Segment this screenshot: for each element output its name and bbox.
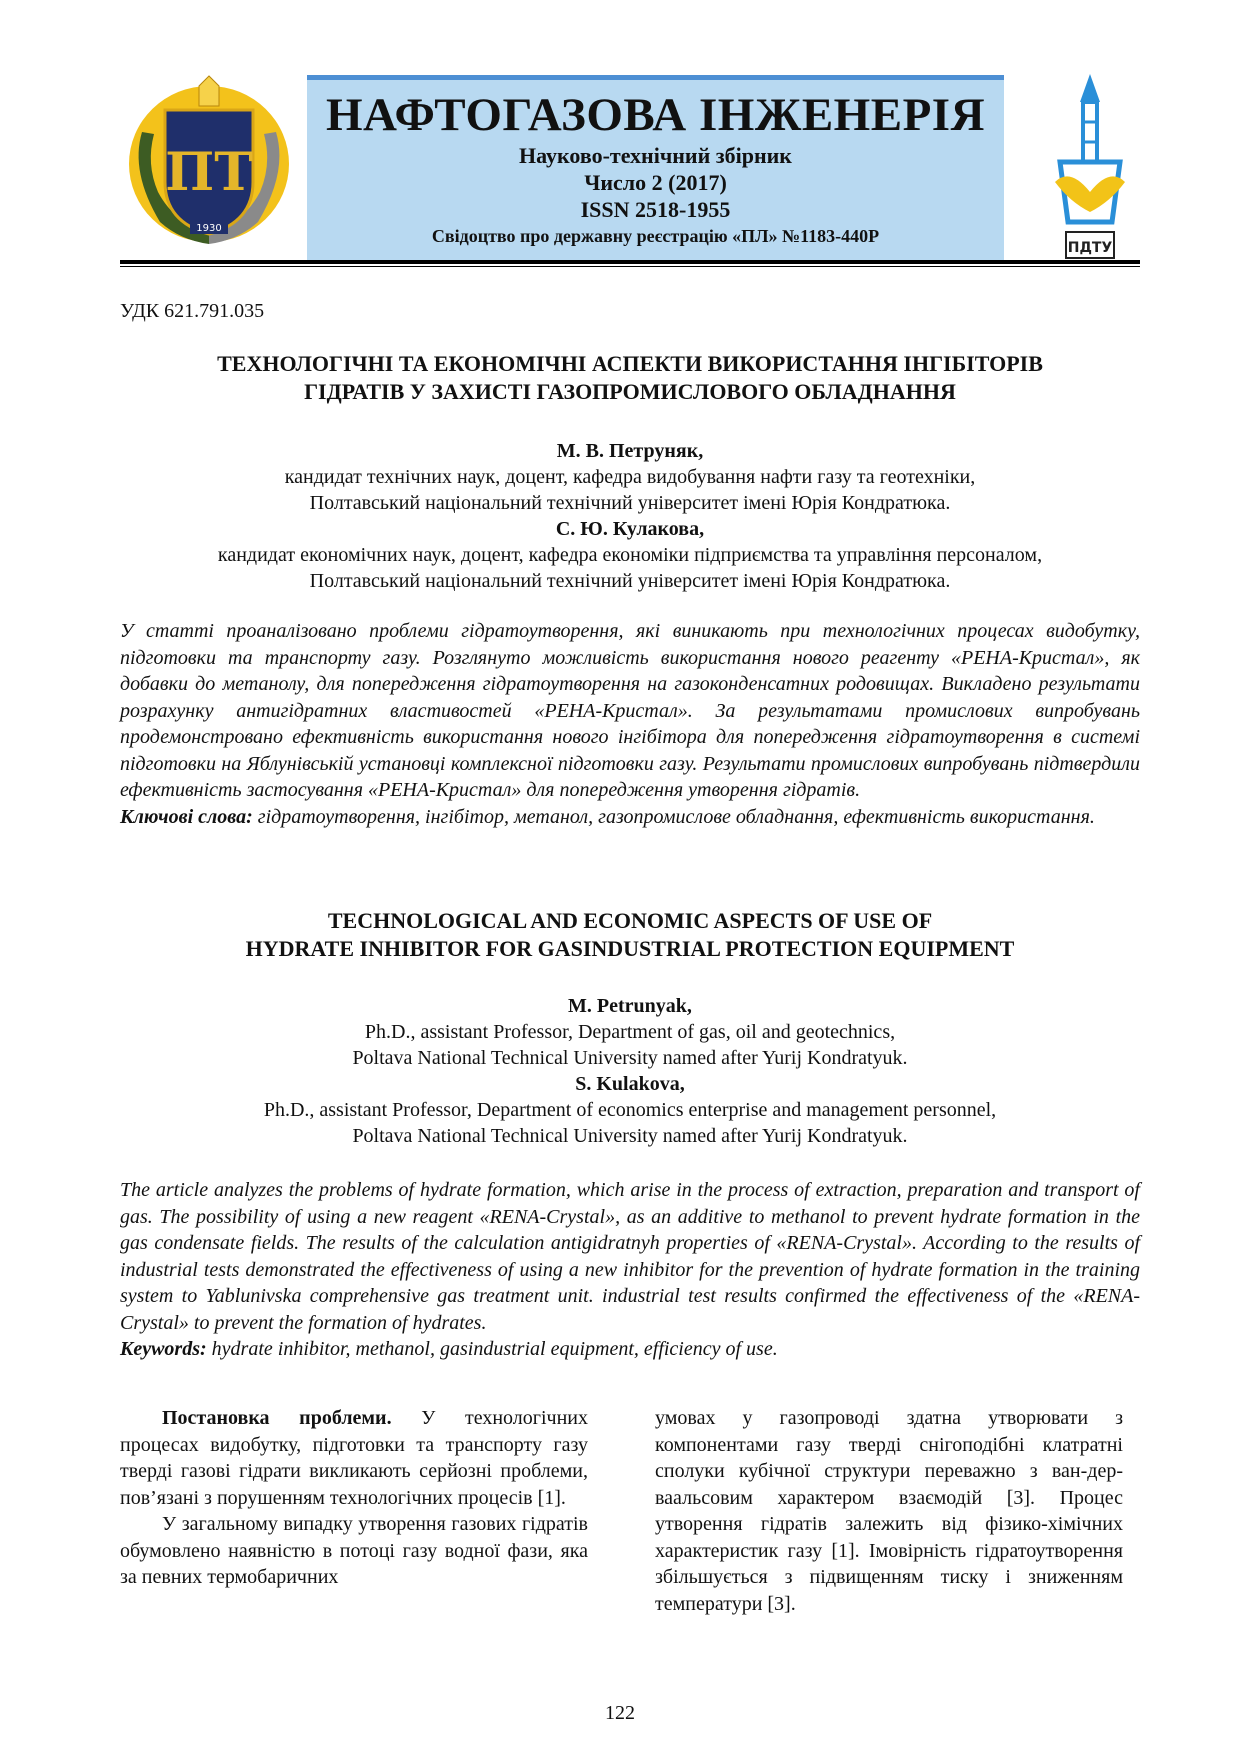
journal-banner	[307, 75, 1004, 260]
title-ua-line1: ТЕХНОЛОГІЧНІ ТА ЕКОНОМІЧНІ АСПЕКТИ ВИКОРИСТАННЯ ІНГІБІТОРІВ	[217, 351, 1043, 376]
article-title-ua	[120, 350, 1140, 406]
abstract-ua	[120, 618, 1140, 830]
emblem-year: 1930	[196, 223, 222, 234]
title-ua-line2: ГІДРАТІВ У ЗАХИСТІ ГАЗОПРОМИСЛОВОГО ОБЛАДНАННЯ	[304, 379, 956, 404]
journal-issn: ISSN 2518-1955	[580, 197, 731, 222]
author-name: М. В. Петруняк,	[556, 440, 704, 462]
logo-text: ПДТУ	[1067, 240, 1113, 256]
oil-derrick-logo	[1040, 72, 1140, 262]
journal-issue: Число 2 (2017)	[584, 170, 727, 195]
author-affiliation: Полтавський національний технічний університет імені Юрія Кондратюка.	[309, 570, 951, 592]
svg-text:ПТ: ПТ	[165, 142, 253, 203]
journal-registration: Свідоцтво про державну реєстрацію «ПЛ» №1183-440Р	[431, 226, 880, 246]
keywords-label: Keywords:	[120, 1338, 207, 1360]
author-affiliation: кандидат економічних наук, доцент, кафедра економіки підприємства та управління персоналом,	[217, 544, 1043, 566]
abstract-ua-text: У статті проаналізовано проблеми гідратоутворення, які виникають при технологічних процесах видобутку, підготовки та транспорту газу. Розглянуто можливість використання нового реагенту «РЕНА-Кристал», як добавки до метанолу, для попередження гідратоутворення на газоконденсатних родовищах. Викладено результати розрахунку антигідратних властивостей «РЕНА-Кристал». За результатами промислових випробувань продемонстровано ефективність використання нового інгібітора для попередження гідратоутворення в системі підготовки на Яблунівській установці комплексної підготовки газу. Результати промислових випробувань підтвердили ефективність застосування «РЕНА-Кристал» для попередження утворення гідратів.	[120, 620, 1140, 801]
author-affiliation: Ph.D., assistant Professor, Department of economics enterprise and management personnel,	[263, 1099, 997, 1121]
author-affiliation: Poltava National Technical University named after Yurij Kondratyuk.	[352, 1047, 908, 1069]
keywords-en: hydrate inhibitor, methanol, gasindustrial equipment, efficiency of use.	[211, 1338, 778, 1360]
section-heading: Постановка проблеми.	[162, 1407, 392, 1429]
title-en-line2: HYDRATE INHIBITOR FOR GASINDUSTRIAL PROTECTION EQUIPMENT	[245, 936, 1015, 961]
paragraph	[120, 1405, 588, 1511]
author-name: С. Ю. Кулакова,	[555, 518, 705, 540]
authors-en	[120, 993, 1140, 1149]
keywords-label: Ключові слова:	[120, 805, 253, 828]
body-column-left	[120, 1405, 588, 1591]
journal-title: НАФТОГАЗОВА ІНЖЕНЕРІЯ	[325, 89, 986, 141]
journal-subtitle: Науково-технічний збірник	[519, 143, 792, 168]
article-title-en	[120, 907, 1140, 963]
page-number: 122	[605, 1702, 635, 1724]
abstract-en-text: The article analyzes the problems of hydrate formation, which arise in the process of extraction, preparation and transport of gas. The possibility of using a new reagent «RENA-Crystal», as an additive to methanol to prevent hydrate formation in the gas condensate fields. The results of the calculation antigidratnyh properties of «RENA-Crystal». According to the results of industrial tests demonstrated the effectiveness of using a new inhibitor for the prevention of hydrate formation in the training system to Yablunivska comprehensive gas treatment unit. industrial test results confirmed the effectiveness of the «RENA-Crystal» to prevent the formation of hydrates.	[120, 1179, 1140, 1334]
author-affiliation: Полтавський національний технічний університет імені Юрія Кондратюка.	[309, 492, 951, 514]
author-name: M. Petrunyak,	[568, 995, 692, 1017]
authors-ua	[120, 438, 1140, 594]
university-emblem	[120, 72, 298, 250]
body-column-right	[655, 1405, 1123, 1617]
author-affiliation: Ph.D., assistant Professor, Department of gas, oil and geotechnics,	[364, 1021, 896, 1043]
author-name: S. Kulakova,	[575, 1073, 685, 1095]
header-rule-thin	[120, 266, 1140, 267]
title-en-line1: TECHNOLOGICAL AND ECONOMIC ASPECTS OF USE OF	[327, 908, 933, 933]
author-affiliation: Poltava National Technical University named after Yurij Kondratyuk.	[352, 1125, 908, 1147]
paragraph: умовах у газопроводі здатна утворювати з компонентами газу тверді снігоподібні клатратні сполуки кубічної структури переважно з ван-дер-ваальсовим характером взаємодій [3]. Процес утворення гідратів залежить від фізико-хімічних характеристик газу [1]. Імовірність гідратоутворення збільшується з підвищенням тиску і зниженням температури [3].	[655, 1407, 1123, 1615]
paragraph: У загальному випадку утворення газових гідратів обумовлено наявністю в потоці газу водної фази, яка за певних термобаричних	[120, 1513, 588, 1588]
udk-code: УДК 621.791.035	[120, 300, 265, 322]
keywords-ua: гідратоутворення, інгібітор, метанол, газопромислове обладнання, ефективність використання.	[257, 805, 1095, 828]
author-affiliation: кандидат технічних наук, доцент, кафедра видобування нафти газу та геотехніки,	[284, 466, 976, 488]
header-rule	[120, 260, 1140, 264]
paragraph-text: У технологічних процесах видобутку, підготовки та транспорту газу тверді газові гідрати викликають серйозні проблеми, пов’язані з порушенням технологічних процесів [1].	[120, 1407, 588, 1509]
abstract-en	[120, 1177, 1140, 1363]
